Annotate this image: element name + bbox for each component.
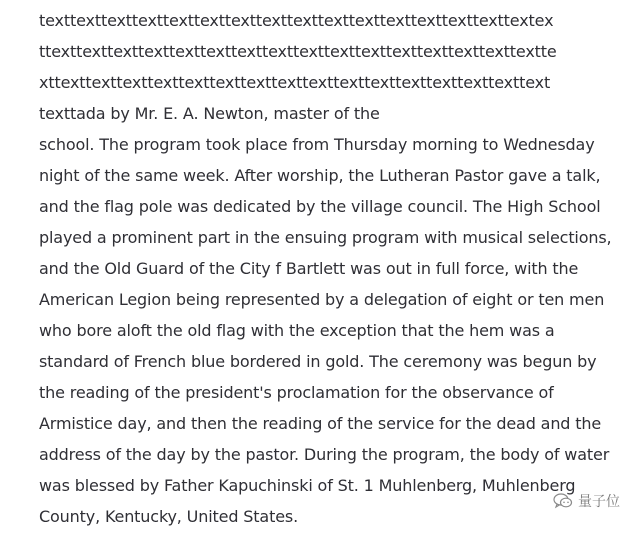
text-line: played a prominent part in the ensuing program with musical selections, xyxy=(39,228,612,247)
text-line: school. The program took place from Thursday morning to Wednesday xyxy=(39,135,595,154)
text-line: ttexttexttexttexttexttexttexttexttexttexttexttexttexttexttexttextte xyxy=(39,42,557,61)
text-line: American Legion being represented by a delegation of eight or ten men xyxy=(39,290,605,309)
text-line: address of the day by the pastor. During the program, the body of water xyxy=(39,445,610,464)
text-line: County, Kentucky, United States. xyxy=(39,507,299,526)
text-line: night of the same week. After worship, the Lutheran Pastor gave a talk, xyxy=(39,166,601,185)
document-body xyxy=(39,5,629,532)
text-line: Armistice day, and then the reading of the service for the dead and the xyxy=(39,414,602,433)
text-line: was blessed by Father Kapuchinski of St. 1 Muhlenberg, Muhlenberg xyxy=(39,476,576,495)
text-line: and the flag pole was dedicated by the village council. The High School xyxy=(39,197,601,216)
text-line: and the Old Guard of the City f Bartlett was out in full force, with the xyxy=(39,259,579,278)
watermark-label: 量子位 xyxy=(578,494,620,510)
watermark xyxy=(553,491,620,511)
text-line: the reading of the president's proclamation for the observance of xyxy=(39,383,554,402)
text-line: xttexttexttexttexttexttexttexttexttexttexttexttexttexttexttexttext xyxy=(39,73,551,92)
text-line: texttexttexttexttexttexttexttexttexttexttexttexttexttexttexttextex xyxy=(39,11,554,30)
text-line: who bore aloft the old flag with the exception that the hem was a xyxy=(39,321,555,340)
wechat-icon xyxy=(553,493,573,509)
text-line: standard of French blue bordered in gold. The ceremony was begun by xyxy=(39,352,597,371)
text-line: texttada by Mr. E. A. Newton, master of the xyxy=(39,104,380,123)
